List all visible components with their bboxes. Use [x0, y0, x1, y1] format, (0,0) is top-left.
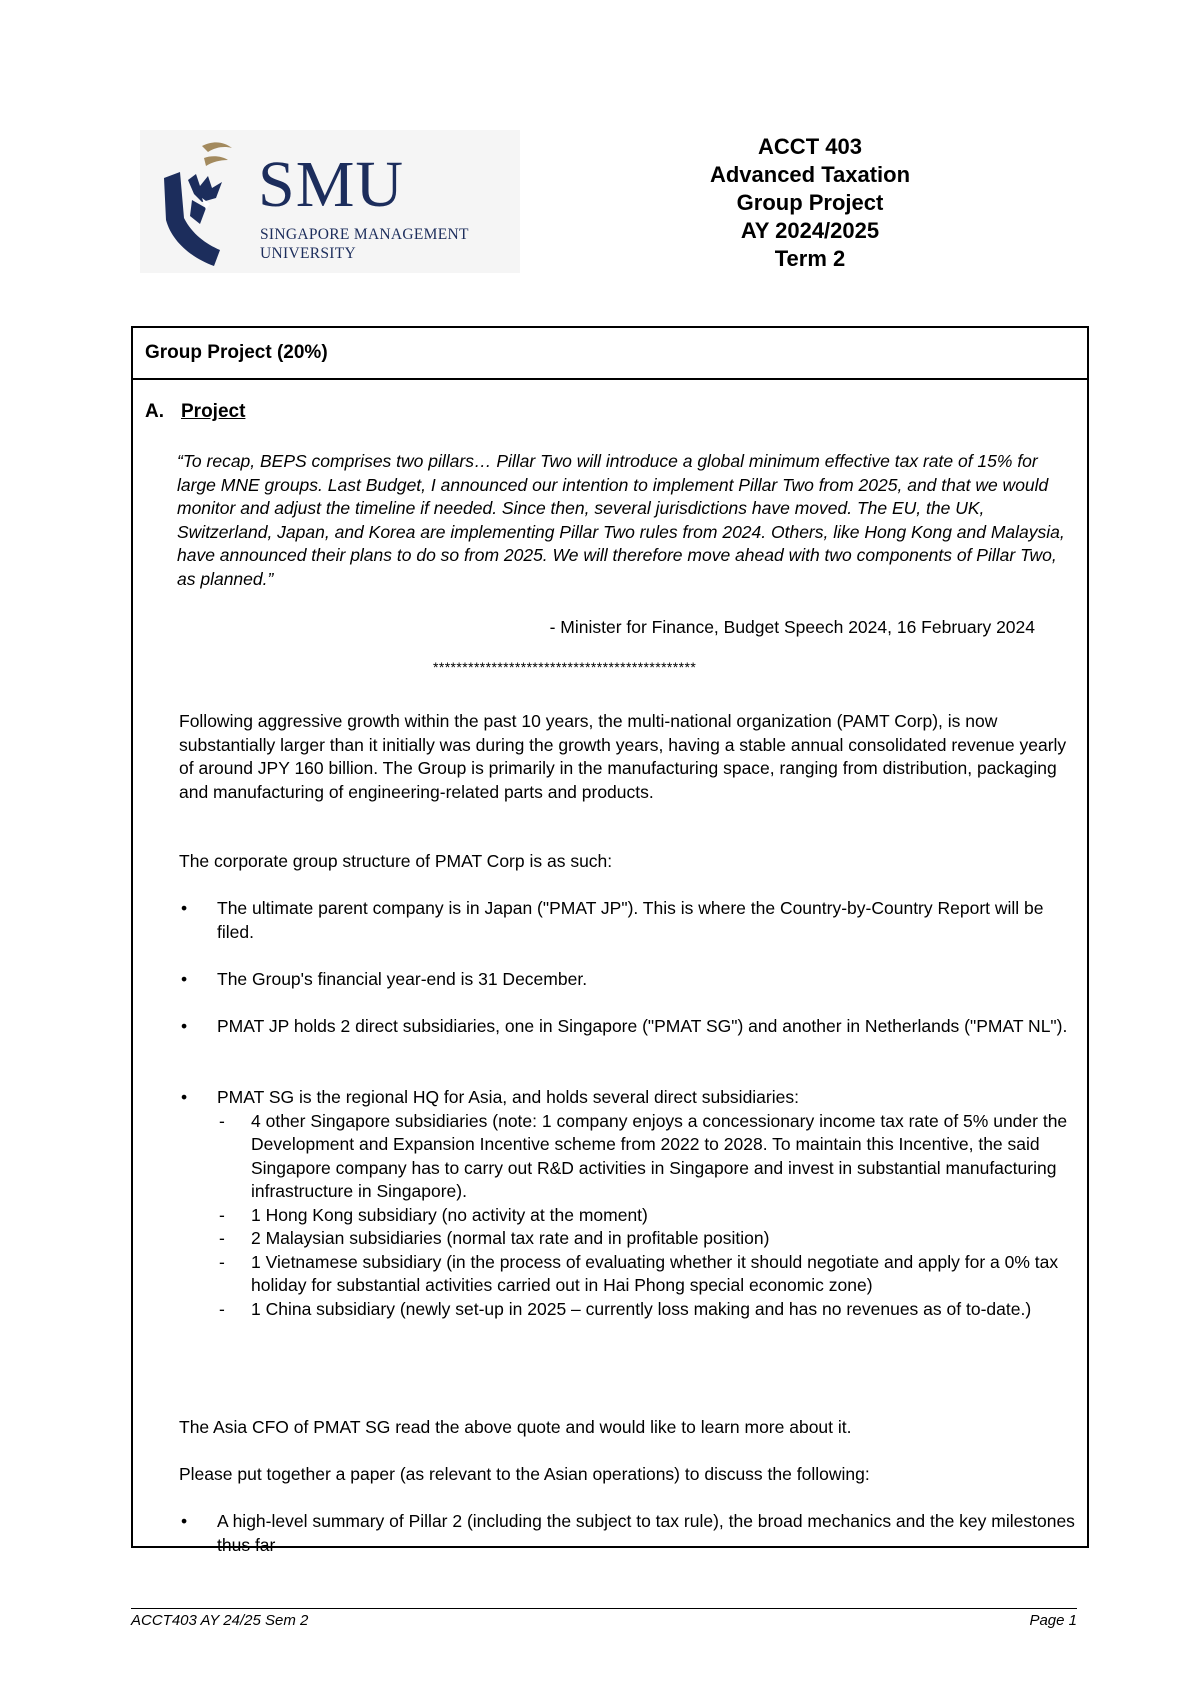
- assignment-title: Group Project: [736, 190, 884, 215]
- bullet-text: The Group's financial year-end is 31 December.: [217, 969, 588, 989]
- page-number: Page 1: [1029, 1612, 1077, 1629]
- separator: *********************************************: [433, 659, 697, 675]
- bullet-icon: •: [181, 898, 188, 918]
- subsidiary-item: - 1 Hong Kong subsidiary (no activity at the moment): [219, 1204, 648, 1225]
- subsidiary-item: - 1 China subsidiary (newly set-up in 2025 – currently loss making and has no revenues as of to-date.): [219, 1298, 1032, 1319]
- term: Term 2: [774, 246, 846, 271]
- section-letter: A.: [145, 401, 164, 422]
- logo-subtitle-line2: UNIVERSITY: [260, 245, 356, 262]
- subsidiary-item: - 2 Malaysian subsidiaries (normal tax rate and in profitable position): [219, 1228, 770, 1248]
- structure-list: [179, 1015, 1079, 1039]
- logo-subtitle-line1: SINGAPORE MANAGEMENT: [260, 226, 469, 243]
- cfo-paragraph: The Asia CFO of PMAT SG read the above quote and would like to learn more about it.: [179, 1417, 852, 1437]
- structure-list: [179, 1086, 1079, 1321]
- paper-paragraph: Please put together a paper (as relevant to the Asian operations) to discuss the following:: [179, 1464, 870, 1484]
- list-item: [179, 968, 1079, 992]
- academic-year: AY 2024/2025: [740, 218, 880, 243]
- footer-course: ACCT403 AY 24/25 Sem 2: [131, 1612, 309, 1629]
- list-item: [179, 1510, 1079, 1557]
- footer-divider: [131, 1608, 1077, 1609]
- logo-wordmark: SMU: [258, 148, 405, 221]
- section-title: Project: [181, 401, 246, 422]
- bullet-text: PMAT JP holds 2 direct subsidiaries, one in Singapore ("PMAT SG") and another in Netherlands ("PMAT NL").: [217, 1016, 1068, 1036]
- bullet-text: A high-level summary of Pillar 2 (including the subject to tax rule), the broad mechanics and the key milestones thus far: [217, 1511, 1075, 1555]
- subsidiary-item: - 4 other Singapore subsidiaries (note: 1 company enjoys a concessionary income tax rate of 5% under the Development and Expansion Incentive scheme from 2022 to 2028. To maintain this Incentive, the said Singapore company has to carry out R&D activities in Singapore and invest in substantial manufacturing infrastructure in Singapore).: [219, 1110, 1068, 1201]
- box-title: Group Project (20%): [133, 328, 1087, 380]
- task-list: [179, 1510, 1079, 1557]
- structure-list: [179, 897, 1079, 944]
- list-item: [179, 897, 1079, 944]
- subsidiary-item: - 1 Vietnamese subsidiary (in the process of evaluating whether it should negotiate and apply for a 0% tax holiday for substantial activities carried out in Hai Phong special economic zone): [219, 1251, 1059, 1295]
- smu-logo: [140, 130, 520, 273]
- section-heading: [145, 400, 245, 424]
- bullet-icon: •: [181, 1511, 188, 1531]
- minister-quote: “To recap, BEPS comprises two pillars… Pillar Two will introduce a global minimum effective tax rate of 15% for large MNE groups. Last Budget, I announced our intention to implement Pillar Two from 2025, and that we would monitor and adjust the timeline if needed. Since then, several jurisdictions have moved. The EU, the UK, Switzerland, Japan, and Korea are implementing Pillar Two rules from 2024. Others, like Hong Kong and Malaysia, have announced their plans to do so from 2025. We will therefore move ahead with two components of Pillar Two, as planned.”: [177, 451, 1065, 589]
- bullet-icon: •: [181, 1016, 188, 1036]
- course-header: [620, 133, 1000, 273]
- lion-crest-icon: [162, 138, 242, 268]
- quote-attribution: - Minister for Finance, Budget Speech 2024, 16 February 2024: [549, 617, 1035, 637]
- bullet-text: The ultimate parent company is in Japan ("PMAT JP"). This is where the Country-by-Country Report will be filed.: [217, 898, 1044, 942]
- course-code: ACCT 403: [758, 134, 862, 159]
- bullet-text: PMAT SG is the regional HQ for Asia, and holds several direct subsidiaries:: [217, 1087, 799, 1107]
- list-item: [179, 1086, 1079, 1321]
- intro-paragraph: Following aggressive growth within the past 10 years, the multi-national organization (PAMT Corp), is now substantially larger than it initially was during the growth years, having a stable annual consolidated revenue yearly of around JPY 160 billion. The Group is primarily in the manufacturing space, ranging from distribution, packaging and manufacturing of engineering-related parts and products.: [179, 711, 1067, 802]
- project-box: [131, 326, 1089, 1555]
- structure-intro: The corporate group structure of PMAT Corp is as such:: [179, 851, 613, 871]
- structure-list: [179, 968, 1079, 992]
- list-item: [179, 1015, 1079, 1039]
- course-subject: Advanced Taxation: [709, 162, 911, 187]
- bullet-icon: •: [181, 1087, 188, 1107]
- bullet-icon: •: [181, 969, 188, 989]
- subsidiary-list: [217, 1110, 1079, 1322]
